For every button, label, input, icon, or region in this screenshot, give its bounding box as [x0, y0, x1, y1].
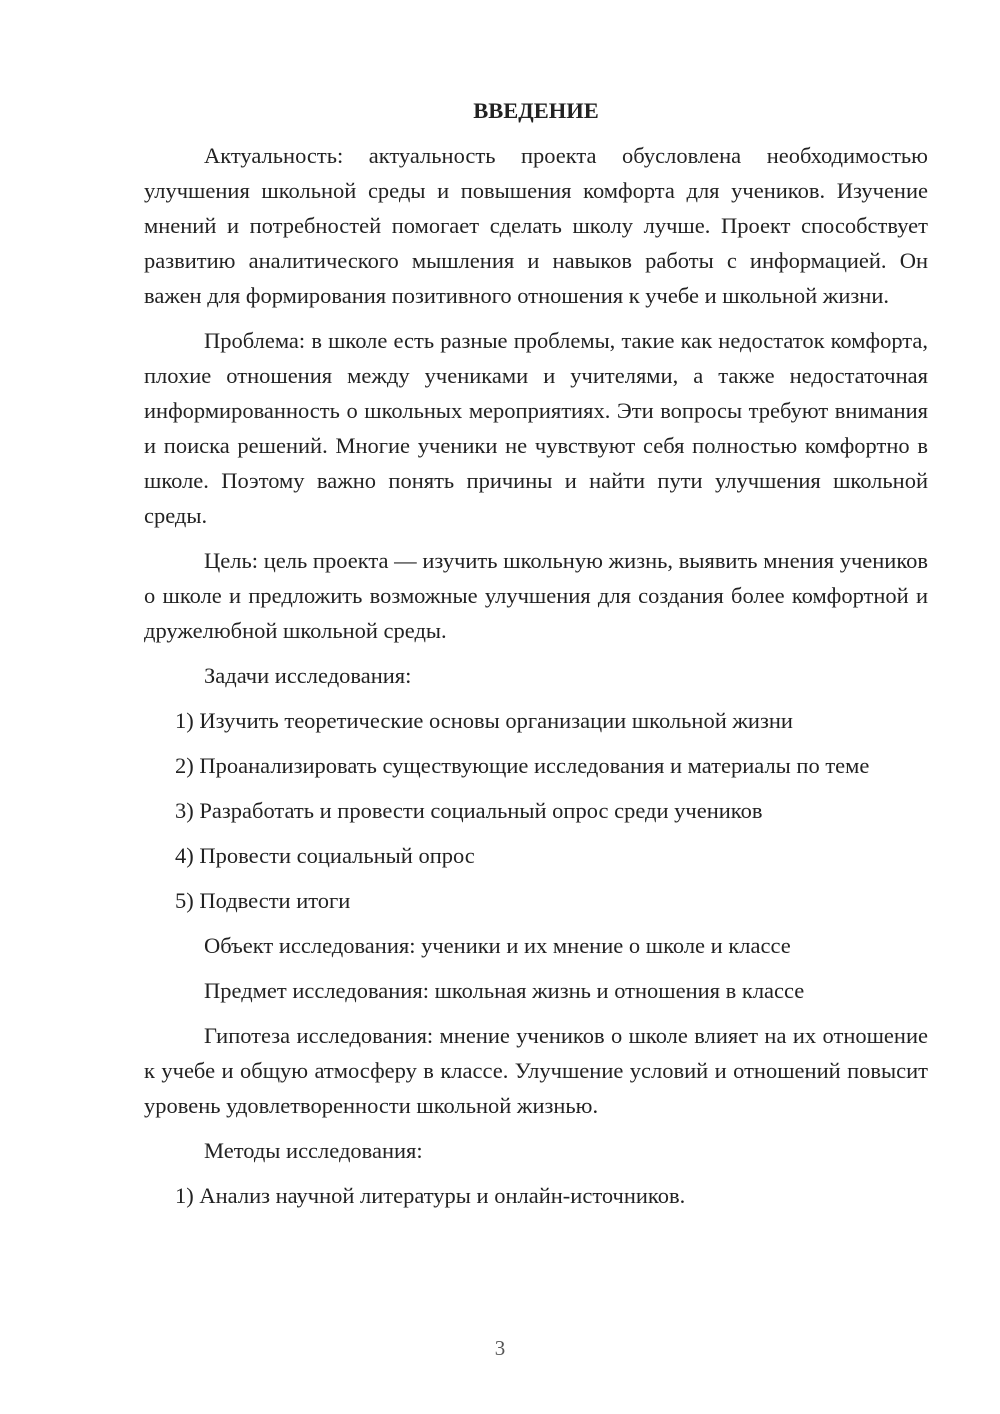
task-item: 5) Подвести итоги — [175, 888, 351, 913]
page-number: 3 — [494, 1336, 506, 1360]
task-item: 3) Разработать и провести социальный опрос среди учеников — [175, 798, 763, 823]
section-heading: ВВЕДЕНИЕ — [473, 98, 599, 123]
task-item: 4) Провести социальный опрос — [175, 843, 475, 868]
relevance-paragraph: Актуальность: актуальность проекта обусловлена необходимостью улучшения школьной среды и повышения комфорта для учеников. Изучение мнений и потребностей помогает сделать школу лучше. Проект способствует развитию аналитического мышления и навыков работы с информацией. Он важен для формирования позитивного отношения к учебе и школьной жизни. — [144, 143, 928, 308]
task-item: 1) Изучить теоретические основы организации школьной жизни — [175, 708, 793, 733]
subject-paragraph: Предмет исследования: школьная жизнь и отношения в классе — [204, 978, 805, 1003]
object-paragraph: Объект исследования: ученики и их мнение о школе и классе — [204, 933, 791, 958]
goal-paragraph: Цель: цель проекта — изучить школьную жизнь, выявить мнения учеников о школе и предложить возможные улучшения для создания более комфортной и дружелюбной школьной среды. — [144, 548, 928, 643]
document-body — [144, 96, 928, 1223]
task-item: 2) Проанализировать существующие исследования и материалы по теме — [175, 753, 870, 778]
method-item: 1) Анализ научной литературы и онлайн-источников. — [175, 1183, 686, 1208]
problem-paragraph: Проблема: в школе есть разные проблемы, такие как недостаток комфорта, плохие отношения между учениками и учителями, а также недостаточная информированность о школьных мероприятиях. Эти вопросы требуют внимания и поиска решений. Многие ученики не чувствуют себя полностью комфортно в школе. Поэтому важно понять причины и найти пути улучшения школьной среды. — [144, 328, 928, 528]
methods-title: Методы исследования: — [204, 1138, 423, 1163]
hypothesis-paragraph: Гипотеза исследования: мнение учеников о школе влияет на их отношение к учебе и общую атмосферу в классе. Улучшение условий и отношений повысит уровень удовлетворенности школьной жизнью. — [144, 1023, 928, 1118]
tasks-title: Задачи исследования: — [204, 663, 412, 688]
